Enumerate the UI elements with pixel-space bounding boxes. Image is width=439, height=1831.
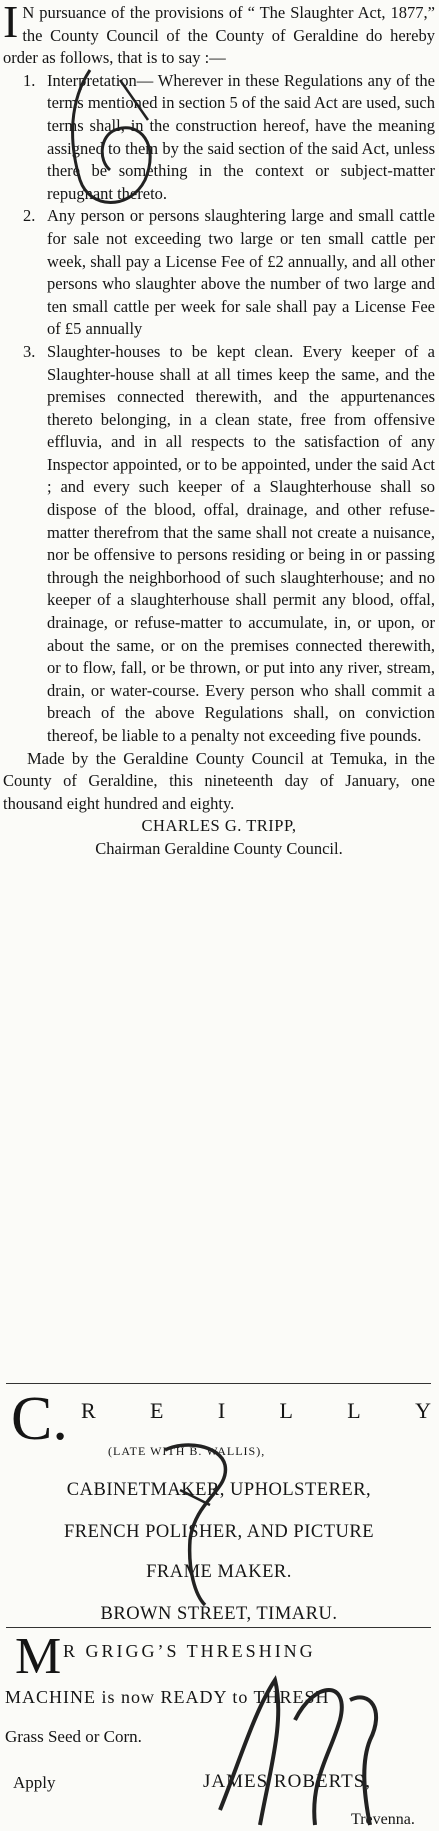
clause-text: Slaughter-houses to be kept clean. Every keeper of a Slaughter-house shall at all times keep the same, and the premises connected therewith, and the appurtenances thereto belonging, in a clean state, free from offensive effluvia, and in all respects to the satisfaction of any Inspector appointed, or to be appointed, under the said Act ; and every such keeper of a Slaughterhouse shall so dispose of the blood, offal, drainage, and other refuse-matter therefrom that the same shall not create a nuisance, nor be offensive to persons residing or being in or passing through the neighborhood of such slaughterhouse; and no keeper of a slaughterhouse shall permit any blood, offal, drainage, or refuse-matter to accumulate, in, or upon, or about the same, or on the premises connected therewith, or to flow, fall, or be thrown, or put into any river, stream, drain, or water-course. Every person who shall commit a breach of the above Regulations shall, on conviction thereof, be liable to a penalty not exceeding five pounds. — [47, 341, 435, 745]
clause-number: 1. — [23, 70, 36, 90]
notice-intro — [3, 2, 435, 70]
apply-label: Apply — [13, 1773, 56, 1792]
ad-headline: R GRIGG’S THRESHING — [63, 1641, 316, 1661]
clause-text: Any person or persons slaughtering large and small cattle for sale not exceeding two large or ten small cattle per week, shall pay a License Fee of £2 annually, and all other persons who slaughter above the number of two large and ten small cattle per week for sale shall pay a License Fee of £5 annually — [47, 206, 435, 339]
surname-letter: L — [279, 1398, 293, 1423]
clause-3 — [3, 341, 435, 748]
trade-line-3: FRAME MAKER. — [146, 1562, 292, 1582]
clause-text: Interpretation— Wherever in these Regulations any of the terms mentioned in section 5 of the said Act are used, such terms shall, in the construction hereof, have the meaning assigned to them by the said section of the said Act, unless there be something in the context or subject-matter repugnant thereto. — [47, 70, 435, 203]
ad-line-3: Grass Seed or Corn. — [5, 1727, 142, 1746]
formerly-with: (LATE WITH B. WALLIS), — [108, 1444, 266, 1458]
contact-name: JAMES ROBERTS, — [203, 1771, 372, 1792]
surname-letter: L — [347, 1398, 361, 1423]
clause-number: 2. — [23, 206, 36, 226]
slaughter-act-notice — [3, 2, 435, 861]
trade-line-2: FRENCH POLISHER, AND PICTURE — [63, 1522, 375, 1542]
surname-spaced — [81, 1398, 431, 1424]
ad-line-2: MACHINE is now READY to THRESH — [5, 1687, 330, 1707]
trade-line-1: CABINETMAKER, UPHOLSTERER, — [66, 1480, 372, 1500]
clause-1 — [3, 70, 435, 206]
ad-initial: C. — [11, 1385, 68, 1453]
clause-2 — [3, 205, 435, 341]
drop-cap: I — [3, 0, 19, 47]
divider-rule — [6, 1627, 431, 1628]
surname-letter: Y — [415, 1398, 431, 1423]
signatory-title: Chairman Geraldine County Council. — [95, 838, 343, 858]
contact-place: Trevenna. — [351, 1811, 415, 1828]
surname-letter: E — [150, 1398, 164, 1423]
address-line: BROWN STREET, TIMARU. — [100, 1604, 338, 1624]
handwritten-mark-icon — [200, 1660, 390, 1830]
intro-text: N pursuance of the provisions of “ The Slaughter Act, 1877,” the County Council of the County of Geraldine do hereby order as follows, that is to say :— — [3, 3, 435, 68]
made-by-statement: Made by the Geraldine County Council at Temuka, in the County of Geraldine, this nineteenth day of January, one thousand eight hundred and eighty. — [3, 748, 435, 813]
divider-rule — [6, 1383, 431, 1384]
ad-initial: M — [15, 1628, 62, 1685]
surname-letter: R — [81, 1398, 96, 1423]
surname-letter: I — [217, 1398, 226, 1423]
signatory-name: CHARLES G. TRIPP, — [141, 816, 297, 836]
clause-number: 3. — [23, 341, 36, 361]
